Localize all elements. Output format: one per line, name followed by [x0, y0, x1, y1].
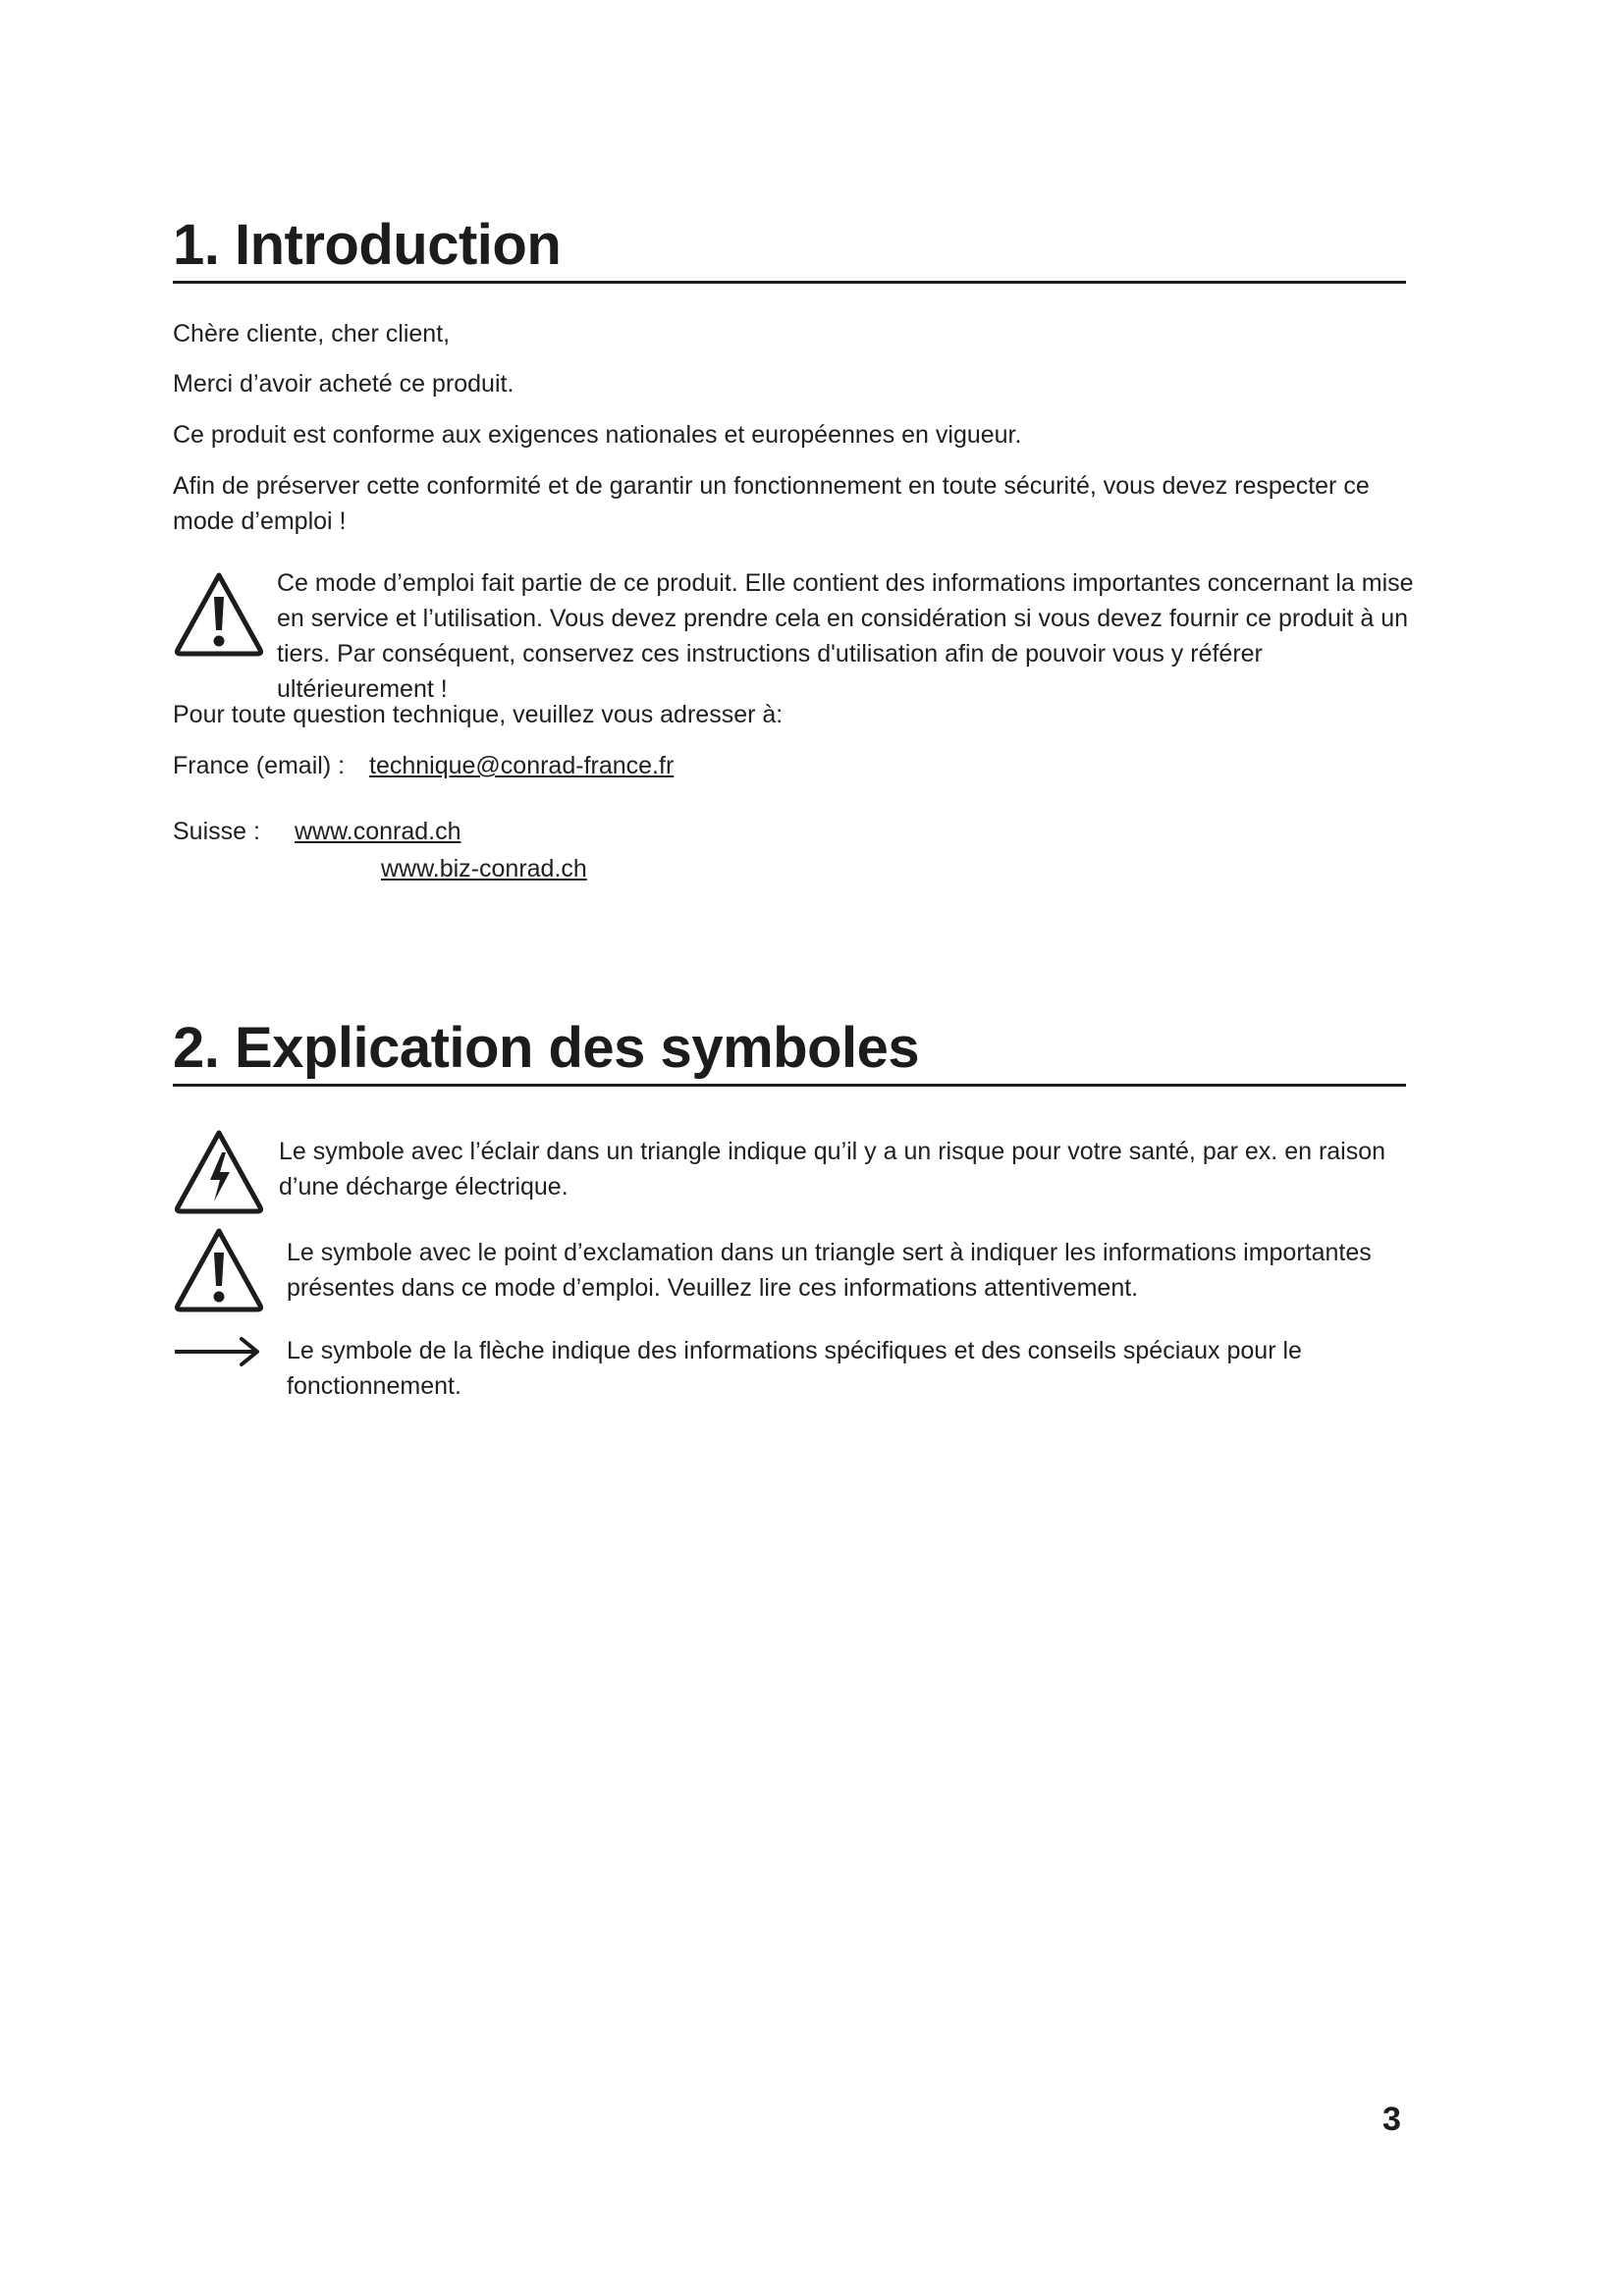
- thanks-text: Merci d’avoir acheté ce produit.: [173, 370, 514, 398]
- lightning-triangle-icon: [173, 1127, 265, 1215]
- france-email-link[interactable]: technique@conrad-france.fr: [369, 752, 675, 779]
- page-number: 3: [1382, 2101, 1401, 2138]
- suisse-link-conrad[interactable]: www.conrad.ch: [295, 818, 461, 845]
- conformity-text: Ce produit est conforme aux exigences nationales et européennes en vigueur.: [173, 421, 1022, 449]
- contact-intro-text: Pour toute question technique, veuillez vous adresser à:: [173, 701, 784, 728]
- exclamation-triangle-icon: [173, 1225, 265, 1313]
- exclamation-triangle-icon: [173, 569, 265, 658]
- suisse-link-biz-conrad[interactable]: www.biz-conrad.ch: [381, 855, 587, 882]
- greeting-text: Chère cliente, cher client,: [173, 320, 451, 347]
- respect-text: Afin de préserver cette conformité et de garantir un fonctionnement en toute sécurité, vous devez respecter ce mode d’emploi !: [173, 472, 1370, 535]
- section-heading-symbols: 2. Explication des symboles: [173, 1017, 1406, 1087]
- symbol-text-exclamation: Le symbole avec le point d’exclamation dans un triangle sert à indiquer les informations importantes présentes dans ce mode d’emploi. Veuillez lire ces informations attentivement.: [287, 1239, 1372, 1302]
- symbol-text-lightning: Le symbole avec l’éclair dans un triangle indique qu’il y a un risque pour votre santé, par ex. en raison d’une décharge électrique.: [279, 1138, 1386, 1201]
- france-label: France (email) :: [173, 752, 346, 779]
- suisse-label: Suisse :: [173, 818, 260, 845]
- section-heading-introduction: 1. Introduction: [173, 214, 1406, 284]
- warning-note-text: Ce mode d’emploi fait partie de ce produit. Elle contient des informations importantes concernant la mise en service et l’utilisation. Vous devez prendre cela en considération si vous devez fournir ce produit à un tiers. Par conséquent, conservez ces instructions d'utilisation afin de pouvoir vous y référer ultérieurement !: [277, 569, 1414, 703]
- arrow-right-icon: [173, 1333, 263, 1370]
- symbol-text-arrow: Le symbole de la flèche indique des informations spécifiques et des conseils spéciaux pour le fonctionnement.: [287, 1337, 1302, 1400]
